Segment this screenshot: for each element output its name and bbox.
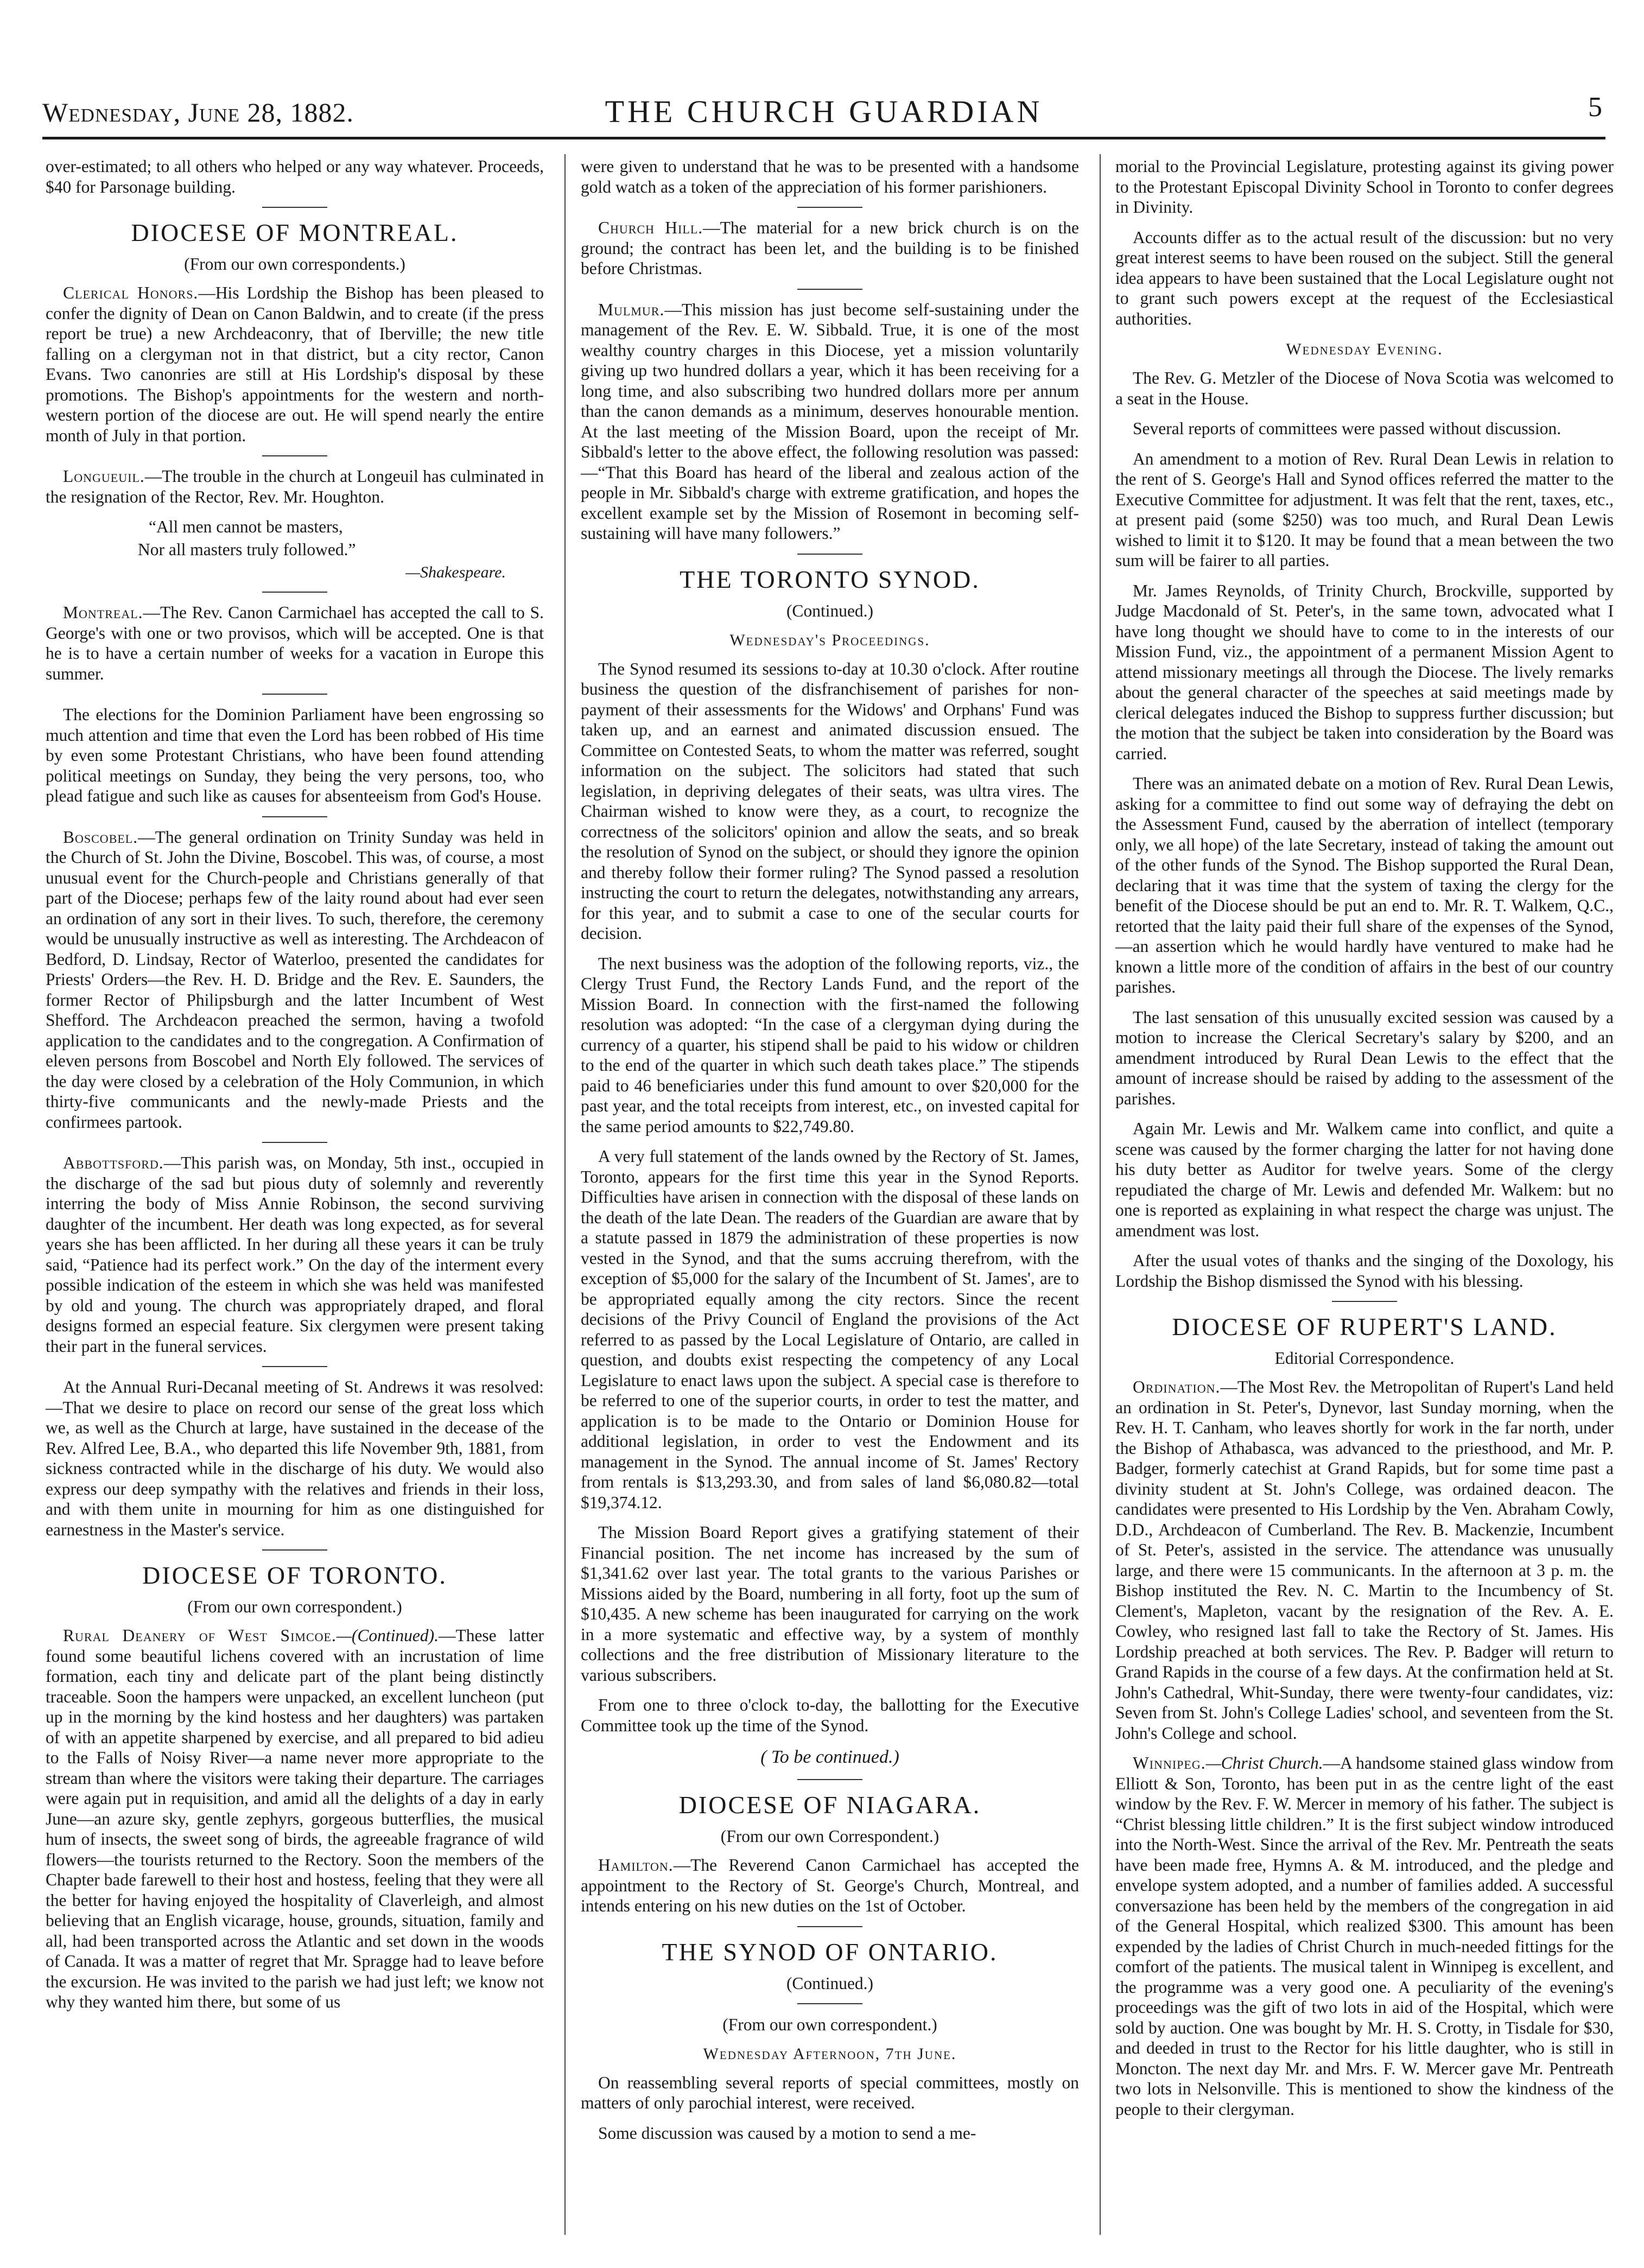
section-heading-montreal: DIOCESE OF MONTREAL. (131, 219, 459, 246)
paragraph-text: —This parish was, on Monday, 5th inst., occupied in the discharge of the sad but pious duty of solemnly and reverently interring the body of Miss Annie Robinson, the second surviving daughter of the incumbent. Her death was long expected, as for several years she has been afflicted. In her during all these years it can be truly said, “Patience had its perfect work.” On the day of the interment every possible indication of the esteem in which she was held was manifested by old and young. The church was appropriately draped, and floral designs formed an especial feature. Six clergymen were present taking their part in the funeral services. (46, 1153, 544, 1356)
section-heading-ontario-synod: THE SYNOD OF ONTARIO. (662, 1937, 998, 1966)
section-subheading: (From our own Correspondent.) (720, 1827, 940, 1846)
column-divider (1100, 154, 1101, 2235)
article-paragraph: Mr. James Reynolds, of Trinity Church, Brockville, supported by Judge Macdonald of St. Peter's, in the same town, advocated what I have long thought we should have to come to in the interests of our Mission Fund, viz., the appointment of a permanent Mission Agent to attend missionary meetings all through the Diocese. The lively remarks about the general character of the speeches at said meetings made by clerical delegates induced the Bishop to suppress further discussion; but the motion that the subject be taken into consideration by the Board was carried. (1115, 581, 1614, 763)
to-be-continued: ( To be continued.) (760, 1747, 899, 1767)
section-subheading: Wednesday Evening. (1286, 340, 1443, 358)
article-paragraph: Several reports of committees were passed without discussion. (1133, 419, 1562, 438)
article-paragraph (46, 1153, 544, 1356)
article-paragraph (46, 466, 544, 507)
paragraph-text: —This mission has just become self-sustaining under the management of the Rev. E. W. Sibbald. True, it is one of the most wealthy country charges in this Diocese, yet a mission voluntarily giving up two hundred dollars a year, which it has been receiving for a long time, and also subscribing two hundred dollars more per annum than the canon demands as a minimum, deserves honourable mention. At the last meeting of the Mission Board, upon the receipt of Mr. Sibbald's letter to the above effect, the following resolution was passed:—“That this Board has heard of the liberal and zealous action of the people in Mr. Sibbald's charge with extreme gratification, and hopes the excellent example set by the Mission of Rosemont in becoming self-sustaining will have many followers.” (581, 300, 1079, 543)
masthead (42, 91, 1605, 143)
paragraph-lead: Church Hill. (598, 218, 703, 237)
article-paragraph: Again Mr. Lewis and Mr. Walkem came into conflict, and quite a scene was caused by the former charging the latter for not having done his duty better as Auditor for twelve years. Some of the clergy repudiated the charge of Mr. Lewis and defended Mr. Walkem: but no one is reported as explaining in what respect the charge was unjust. The amendment was lost. (1115, 1119, 1614, 1240)
section-heading-ruperts-land: DIOCESE OF RUPERT'S LAND. (1172, 1313, 1557, 1341)
article-paragraph: From one to three o'clock to-day, the ballotting for the Executive Committee took up the time of the Synod. (581, 1695, 1079, 1735)
paragraph-text: —The Rev. Canon Carmichael has accepted the call to S. George's with one or two provisos, which will be accepted. One is that he is to have a certain number of weeks for a vacation in Europe this summer. (46, 603, 544, 683)
separator-rule (797, 289, 862, 290)
paragraph-subtitle: —Christ Church. (1205, 1754, 1323, 1773)
verse-line: Nor all masters truly followed.” (138, 540, 356, 559)
paragraph-lead: Montreal. (63, 603, 143, 622)
section-subheading: Wednesday Afternoon, 7th June. (703, 2044, 957, 2063)
article-paragraph: The Mission Board Report gives a gratifying statement of their Financial position. The net income has increased by the sum of $1,341.62 over last year. The total grants to the various Parishes or Missions aided by the Board, numbering in all forty, foot up the sum of $10,435. A new scheme has been inaugurated for carrying on the work in a more systematic and effective way, by a system of monthly collections and the free distribution of Missionary literature to the various subscribers. (581, 1523, 1079, 1685)
article-paragraph: On reassembling several reports of special committees, mostly on matters of only parochial interest, were received. (581, 2073, 1079, 2112)
article-paragraph: At the Annual Ruri-Decanal meeting of St. Andrews it was resolved:—That we desire to place on record our sense of the great loss which we, as well as the Church at large, have sustained in the decease of the Rev. Alfred Lee, B.A., who departed this life November 9th, 1881, from sickness contracted while in the discharge of his duty. We would also express our deep sympathy with the relatives and friends in their loss, and with them unite in mourning for him as one distinguished for earnestness in the Master's service. (46, 1377, 544, 1539)
column-center (581, 156, 1079, 2235)
separator-rule (1332, 1301, 1397, 1302)
article-paragraph (581, 1855, 1079, 1916)
section-subheading: Editorial Correspondence. (1274, 1349, 1455, 1368)
article-paragraph: morial to the Provincial Legislature, protesting against its giving power to the Protestant Episcopal Divinity School in Toronto to confer degrees in Divinity. (1115, 157, 1614, 217)
article-paragraph (1115, 1753, 1614, 2119)
paragraph-lead: Abbottsford. (63, 1153, 164, 1172)
article-paragraph (46, 827, 544, 1133)
paragraph-text: —The trouble in the church at Longeuil has culminated in the resignation of the Rector, Rev. Mr. Houghton. (46, 467, 544, 506)
column-right (1115, 156, 1614, 2235)
paragraph-lead: Mulmur. (598, 300, 665, 319)
article-paragraph: The last sensation of this unusually excited session was caused by a motion to increase the Clerical Secretary's salary by $200, and an amendment introduced by Rural Dean Lewis to the effect that the amount of increase should be raised by adding to the assessment of the parishes. (1115, 1007, 1614, 1108)
article-paragraph (46, 602, 544, 684)
article-paragraph: Some discussion was caused by a motion to send a me- (598, 2123, 976, 2143)
paragraph-continued: —(Continued). (336, 1626, 439, 1645)
article-paragraph: The Synod resumed its sessions to-day at 10.30 o'clock. After routine business the question of the disfranchisement of parishes for non-payment of their assessments for the Widows' and Orphans' Fund was taken up, and an earnest and animated discussion ensued. The Committee on Contested Seats, to whom the matter was referred, sought information on the subject. The solicitors had stated that such legislation, in depriving delegates of their seats, was ultra vires. The Chairman wished to know were they, as a court, to recognize the correctness of the solicitors' opinion and allow the seats, and so break the resolution of Synod on the subject, or should they ignore the opinion and thereby follow their former ruling? The Synod passed a resolution instructing the court to return the delegates, notwithstanding any arrears, for this year, and to submit a case to one of the secular courts for decision. (581, 659, 1079, 943)
page-number: 5 (1588, 92, 1602, 123)
article-paragraph (581, 218, 1079, 279)
newspaper-title: THE CHURCH GUARDIAN (605, 94, 1043, 129)
section-subheading: (Continued.) (786, 601, 874, 620)
paragraph-lead: Ordination. (1133, 1377, 1221, 1396)
article-paragraph: The elections for the Dominion Parliament have been engrossing so much attention and time that even the Lord has been robbed of His time by even some Protestant Christians, who have been found attending political meetings on Sunday, they being the very persons, too, who plead fatigue and such like as causes for absenteeism from God's House. (46, 705, 544, 805)
paragraph-text: —The material for a new brick church is on the ground; the contract has been let, and the building is to be finished before Christmas. (581, 218, 1079, 278)
paragraph-lead: Winnipeg. (1133, 1754, 1206, 1773)
separator-rule (797, 554, 862, 555)
paragraph-text: —These latter found some beautiful lichens covered with an incrustation of lime formation, each tiny and delicate part of the plant being distinctly traceable. Soon the hampers were unpacked, an excellent luncheon (put up in the morning by the kind hostess and her daughters) was partaken of with an appetite sharpened by exercise, and all prepared to bid adieu to the Falls of Noisy River—a name never more appropriate to the stream than where the visitors were taking their departure. The carriages were again put in requisition, and amid all the delights of a day in early June—an azure sky, gentle zephyrs, gorgeous butterflies, the musical hum of insects, the sweet song of birds, the agreeable fragrance of wild flowers—the tourists returned to the Rectory. Soon the members of the Chapter bade farewell to their host and hostess, feeling that they were all the better for having enjoyed the hospitality of Claverleigh, and almost believing that an English vicarage, house, grounds, situation, family and all, had been transported across the Atlantic and set down in the woods of Canada. It was a matter of regret that Mr. Spragge had to leave before the excursion. He was invited to the parish we had just left; we know not why they wanted him there, but some of us (46, 1626, 544, 2011)
article-paragraph (46, 283, 544, 446)
paragraph-text: —The Reverend Canon Carmichael has accepted the appointment to the Rectory of St. George's Church, Montreal, and intends entering on his new duties on the 1st of October. (581, 1856, 1079, 1915)
issue-date: Wednesday, June 28, 1882. (42, 97, 354, 128)
paragraph-lead: Longueuil. (63, 467, 145, 486)
separator-rule (262, 1366, 327, 1367)
column-divider (564, 154, 566, 2235)
separator-rule (797, 1926, 862, 1927)
article-paragraph: An amendment to a motion of Rev. Rural Dean Lewis in relation to the rent of S. George's Hall and Synod offices referred the matter to the Executive Committee for adjustment. It was felt that the rent, taxes, etc., at present paid (some $250) was too much, and Rural Dean Lewis wished to limit it to $120. It may be found that a mean between the two sum will be fairer to all parties. (1115, 449, 1614, 570)
separator-rule (262, 1549, 327, 1551)
paragraph-text: —A handsome stained glass window from Elliott & Son, Toronto, has been put in as the centre light of the east window by the Rev. F. W. Mercer in memory of his father. The subject is “Christ blessing little children.” It is the first subject window introduced into the North-West. Since the arrival of the Rev. Mr. Pentreath the seats have been made free, Hymns A. & M. introduced, and the pledge and envelope system adopted, and a number of families added. A successful conversazione has been held by the members of the congregation in aid of the General Hospital, which realized $300. This amount has been expended by the ladies of Christ Church in much-needed fittings for the comfort of the patients. The musical talent in Winnipeg is excellent, and the programme was a very good one. A peculiarity of the evening's proceedings was the gift of two lots in aid of the Hospital, which were sold by auction. One was bought by Mr. H. S. Crotty, in Tisdale for $30, and deeded in trust to the Rector for his little daughter, who is still in Moncton. The next day Mr. and Mrs. F. W. Mercer gave Mr. Pentreath two lots in Nelsonville. This is mentioned to show the kindness of the people to their clergyman. (1115, 1754, 1614, 2119)
masthead-rule (42, 137, 1605, 139)
article-paragraph: over-estimated; to all others who helped or any way whatever. Proceeds, $40 for Parsonage building. (46, 157, 544, 196)
paragraph-text: —The general ordination on Trinity Sunday was held in the Church of St. John the Divine, Boscobel. This was, of course, a most unusual event for the Church-people and Christians generally of that part of the Diocese; perhaps few of the laity round about had ever seen an ordination of any sort in their lives. To such, therefore, the ceremony would be unusually instructive as well as interesting. The Archdeacon of Bedford, D. Lindsay, Rector of Waterloo, presented the candidates for Priests' Orders—the Rev. H. D. Bridge and the Rev. E. Saunders, the former Rector of Philipsburgh and the latter Incumbent of West Shefford. The Archdeacon preached the sermon, having a twofold application to the candidates and to the congregation. A Confirmation of eleven persons from Boscobel and North Ely followed. The services of the day were closed by a celebration of the Holy Communion, in which thirty-five communicants and the newly-made Priests and the confirmees partook. (46, 827, 544, 1132)
separator-rule (262, 207, 327, 208)
article-paragraph: Accounts differ as to the actual result of the discussion: but no very great interest seems to have been roused on the subject. Still the general idea appears to have been sustained that the Local Legislature ought not to grant such powers except at the request of the Ecclesiastical authorities. (1115, 227, 1614, 328)
article-paragraph: were given to understand that he was to be presented with a handsome gold watch as a token of the appreciation of his former parishioners. (581, 157, 1079, 196)
paragraph-text: —The Most Rev. the Metropolitan of Rupert's Land held an ordination in St. Peter's, Dynevor, last Sunday morning, when the Rev. H. T. Canham, who leaves shortly for work in the far north, under the Bishop of Athabasca, was advanced to the priesthood, and Mr. P. Badger, formerly catechist at Grand Rapids, but for some time past a divinity student at St. John's College, was ordained deacon. The candidates were presented to His Lordship by the Ven. Abraham Cowly, D.D., Archdeacon of Cumberland. The Rev. B. Mackenzie, Incumbent of St. Peter's, assisted in the service. The attendance was unusually large, and there were 15 communicants. In the afternoon at 3 p. m. the Bishop instituted the Rev. N. C. Martin to the Incumbency of St. Clement's, Mapleton, vacant by the resignation of the Rev. A. E. Cowley, who resigned last fall to take the Rectory of St. James. His Lordship preached at both services. The Rev. P. Badger will return to Grand Rapids in the course of a few days. At the confirmation held at St. John's Cathedral, Whit-Sunday, there were twenty-four candidates, viz: Seven from St. John's College Ladies' school, and seventeen from the St. John's College and school. (1115, 1377, 1614, 1743)
section-subheading: (From our own correspondents.) (184, 255, 405, 274)
section-subheading: Wednesday's Proceedings. (729, 631, 930, 649)
section-heading-niagara: DIOCESE OF NIAGARA. (678, 1791, 981, 1819)
article-paragraph (1115, 1377, 1614, 1743)
separator-rule (797, 2003, 862, 2004)
article-paragraph: There was an animated debate on a motion of Rev. Rural Dean Lewis, asking for a committee to find out some way of defraying the debt on the Assessment Fund, caused by the aberration of intellect (temporary only, we all hope) of the late Secretary, instead of taking the amount out of the other funds of the Synod. The Bishop supported the Rural Dean, declaring that it was time that the system of taxing the clergy for the benefit of the Diocese should be put an end to. Mr. R. T. Walkem, Q.C., retorted that the laity paid their full share of the expenses of the Synod,—an assertion which he would hardly have ventured to make had he known a little more of the condition of affairs in the best of our country parishes. (1115, 774, 1614, 996)
paragraph-lead: Boscobel. (63, 827, 138, 847)
section-heading-toronto-synod: THE TORONTO SYNOD. (680, 565, 980, 593)
article-paragraph (46, 1625, 544, 2012)
article-paragraph: The next business was the adoption of the following reports, viz., the Clergy Trust Fund, the Rectory Lands Fund, and the report of the Mission Board. In connection with the first-named the following resolution was adopted: “In the case of a clergyman dying during the currency of a quarter, his stipend shall be paid to his widow or children to the end of the quarter in which such death takes place.” The stipends paid to 46 beneficiaries under this fund amount to over $20,000 for the past year, and the total receipts from interest, etc., on invested capital for the same period amounts to $22,749.80. (581, 954, 1079, 1136)
separator-rule (262, 455, 327, 456)
section-subheading: (From our own correspondent.) (187, 1597, 402, 1616)
separator-rule (797, 207, 862, 208)
separator-rule (262, 592, 327, 593)
paragraph-lead: Rural Deanery of West Simcoe. (63, 1626, 337, 1645)
verse-attribution: —Shakespeare. (405, 563, 506, 581)
article-paragraph: A very full statement of the lands owned by the Rectory of St. James, Toronto, appears for the first time this year in the Synod Reports. Difficulties have arisen in connection with the disposal of these lands on the death of the late Dean. The readers of the Guardian are aware that by a statute passed in 1879 the administration of these properties is now vested in the Synod, and that the sums accruing therefrom, with the exception of $5,000 for the salary of the Incumbent of St. James', are to be appropriated equally among the city rectors. Since the recent decisions of the Privy Council of England the provisions of the Act referred to as passed by the Local Legislature of Ontario, are called in question, and doubts exist respecting the competency of any Local Legislature to enact laws upon the subject. A special case is therefore to be referred to one of the superior courts, in order to test the matter, and application is to be made to the Ontario or Dominion House for additional legislation, in order to vest the Endowment and its management in the Synod. The annual income of St. James' Rectory from rentals is $13,293.30, and from sales of land $6,080.82—total $19,374.12. (581, 1147, 1079, 1512)
column-left (46, 156, 544, 2235)
article-paragraph: After the usual votes of thanks and the singing of the Doxology, his Lordship the Bishop dismissed the Synod with his blessing. (1115, 1251, 1614, 1291)
article-paragraph: The Rev. G. Metzler of the Diocese of Nova Scotia was welcomed to a seat in the House. (1115, 369, 1614, 408)
verse-line: “All men cannot be masters, (149, 517, 343, 536)
separator-rule (262, 816, 327, 817)
article-paragraph (581, 300, 1079, 544)
section-heading-toronto: DIOCESE OF TORONTO. (142, 1561, 447, 1589)
separator-rule (797, 1779, 862, 1780)
paragraph-lead: Hamilton. (598, 1856, 674, 1875)
separator-rule (262, 1142, 327, 1143)
section-subheading: (Continued.) (786, 1973, 874, 1993)
separator-rule (262, 694, 327, 695)
paragraph-text: —His Lordship the Bishop has been pleased to confer the dignity of Dean on Canon Baldwin, and to create (if the press report be true) a new Archdeaconry, that of Iberville; the new title falling on a clergyman not in that district, but a city rector, Canon Evans. Two canonries are still at His Lordship's disposal by these promotions. The Bishop's appointments for the western and north-western portion of the diocese are out. He will spend nearly the entire month of July in that portion. (46, 283, 544, 445)
paragraph-lead: Clerical Honors. (63, 283, 199, 302)
section-subheading: (From our own correspondent.) (722, 2015, 937, 2034)
